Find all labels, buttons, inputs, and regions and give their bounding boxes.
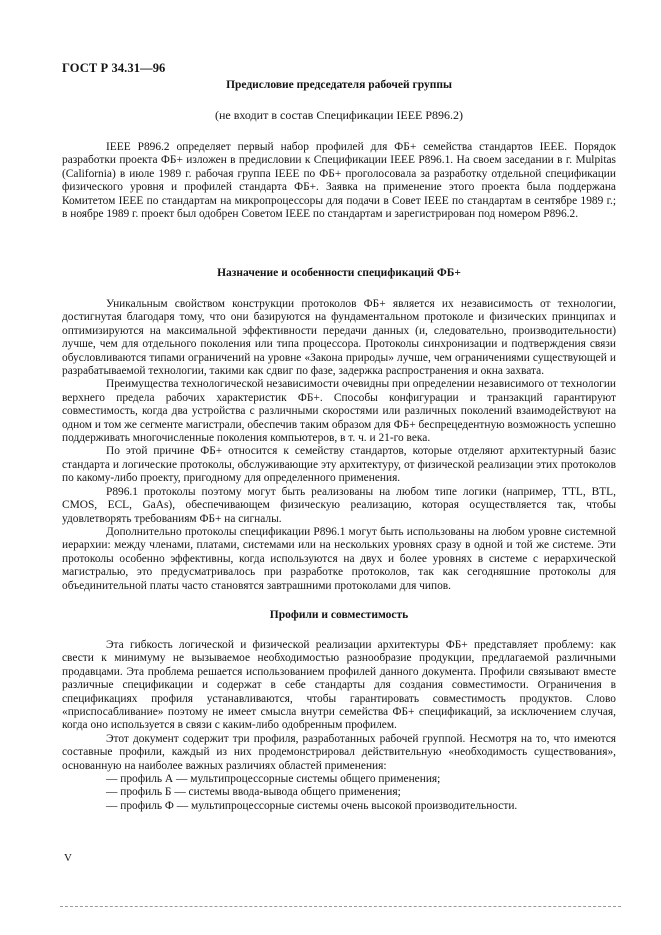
preface-paragraph: IEEE P896.2 определяет первый набор профилей для ФБ+ семейства стандартов IEEE. Порядок разработки проекта ФБ+ изложен в предисловии к Спецификации IEEE P896.1. На своем заседании в г. Mulpitas (California) в июле 1989 г. рабочая группа IEEE по ФБ+ проголосовала за разработку отдельной спецификации физического уровня и профилей стандарта ФБ+. Заявка на применение этого проекта была поддержана Комитетом IEEE по стандартам на микропроцессоры для подачи в Совет IEEE по стандартам в сентябре 1989 г.; в ноябре 1989 г. проект был одобрен Советом IEEE по стандартам и зарегистрирован под номером P896.2. <box>62 141 616 221</box>
purpose-paragraph: По этой причине ФБ+ относится к семейству стандартов, которые отделяют архитектурный базис стандарта и логические протоколы, обслуживающие эту архитектуру, от физической реализации этих протоколов по какому-либо проекту, пригодному для определенного применения. <box>62 445 616 485</box>
bottom-divider <box>60 906 621 907</box>
page-number: V <box>64 852 72 864</box>
profiles-title: Профили и совместимость <box>269 609 409 621</box>
purpose-paragraph: Уникальным свойством конструкции протоколов ФБ+ является их независимость от технологии, достигнутая благодаря тому, что они базируются на фундаментальном протоколе и физических принципах и оптимизируются на максимальной эффективности передачи данных (и, следовательно, производительности) лучше, чем для отдельного поколения или типа процессора. Протоколы синхронизации и подтверждения связи обусловливаются типами ограничений на уровне «Закона природы» лучше, чем ограничениями существующей и разрабатываемой технологии, такими как сдвиг по фазе, задержка распространения и окна захвата. <box>62 298 616 378</box>
list-item: — профиль Ф — мультипроцессорные системы очень высокой производительности. <box>106 799 518 812</box>
profiles-paragraph: Эта гибкость логической и физической реализации архитектуры ФБ+ представляет проблему: как свести к минимуму не вызываемое необходимостью разнообразие продукции, предлагаемой различными продавцами. Эта проблема решается использованием профилей данного документа. Профили связывают вместе различные спецификации и содержат в себе стандарты для создания совместимости. Ограничения в спецификациях профиля устанавливаются, чтобы гарантировать совместимость продуктов. Слово «приспосабливание» поэтому не имеет смысла внутри семейства ФБ+ спецификаций, за исключением случая, когда оно используется в связи с каким-либо одобренным профилем. <box>62 639 616 732</box>
preface-section <box>62 78 616 221</box>
purpose-section <box>62 266 616 593</box>
profiles-section <box>62 608 616 813</box>
profiles-paragraph: Этот документ содержит три профиля, разработанных рабочей группой. Несмотря на то, что имеются составные профили, каждый из них продемонстрировал действительную «необходимость существования», основанную на наиболее важных различиях областей применения: <box>62 732 616 772</box>
standard-id: ГОСТ Р 34.31—96 <box>62 61 166 75</box>
preface-title: Предисловие председателя рабочей группы <box>226 79 452 91</box>
list-item: — профиль А — мультипроцессорные системы общего применения; <box>106 773 441 786</box>
purpose-paragraph: Дополнительно протоколы спецификации P896.1 могут быть использованы на любом уровне системной иерархии: между членами, платами, системами или на нескольких уровнях сразу в одной и той же системе. Эти протоколы особенно эффективны, когда используются на двух и более уровнях в системе с иерархической магистралью, это предусматривалось при разработке протоколов, так как сегодняшние протоколы для объединительной платы часто становятся завтрашними протоколами для чипов. <box>62 525 616 592</box>
profiles-list <box>62 773 616 813</box>
preface-subtitle: (не входит в состав Спецификации IEEE P896.2) <box>214 108 464 122</box>
purpose-paragraph: Преимущества технологической независимости очевидны при определении независимого от технологии верхнего предела рабочих характеристик ФБ+. Способы конфигурации и транзакций гарантируют совместимость, когда два устройства с различными скоростями или различных поколений взаимодействуют на одном и том же сегменте магистрали, обеспечив таким образом для ФБ+ беспрецедентную возможность успешно поддерживать многочисленные поколения компьютеров, в т. ч. и 21-го века. <box>62 378 617 445</box>
purpose-title: Назначение и особенности спецификаций ФБ+ <box>217 267 461 279</box>
purpose-paragraph: P896.1 протоколы поэтому могут быть реализованы на любом типе логики (например, TTL, BTL, CMOS, ECL, GaAs), обеспечивающем физическую реализацию, которая осуществляется так, чтобы удовлетворять требованиям ФБ+ на сигналы. <box>62 485 616 525</box>
list-item: — профиль Б — системы ввода-вывода общего применения; <box>106 786 401 799</box>
